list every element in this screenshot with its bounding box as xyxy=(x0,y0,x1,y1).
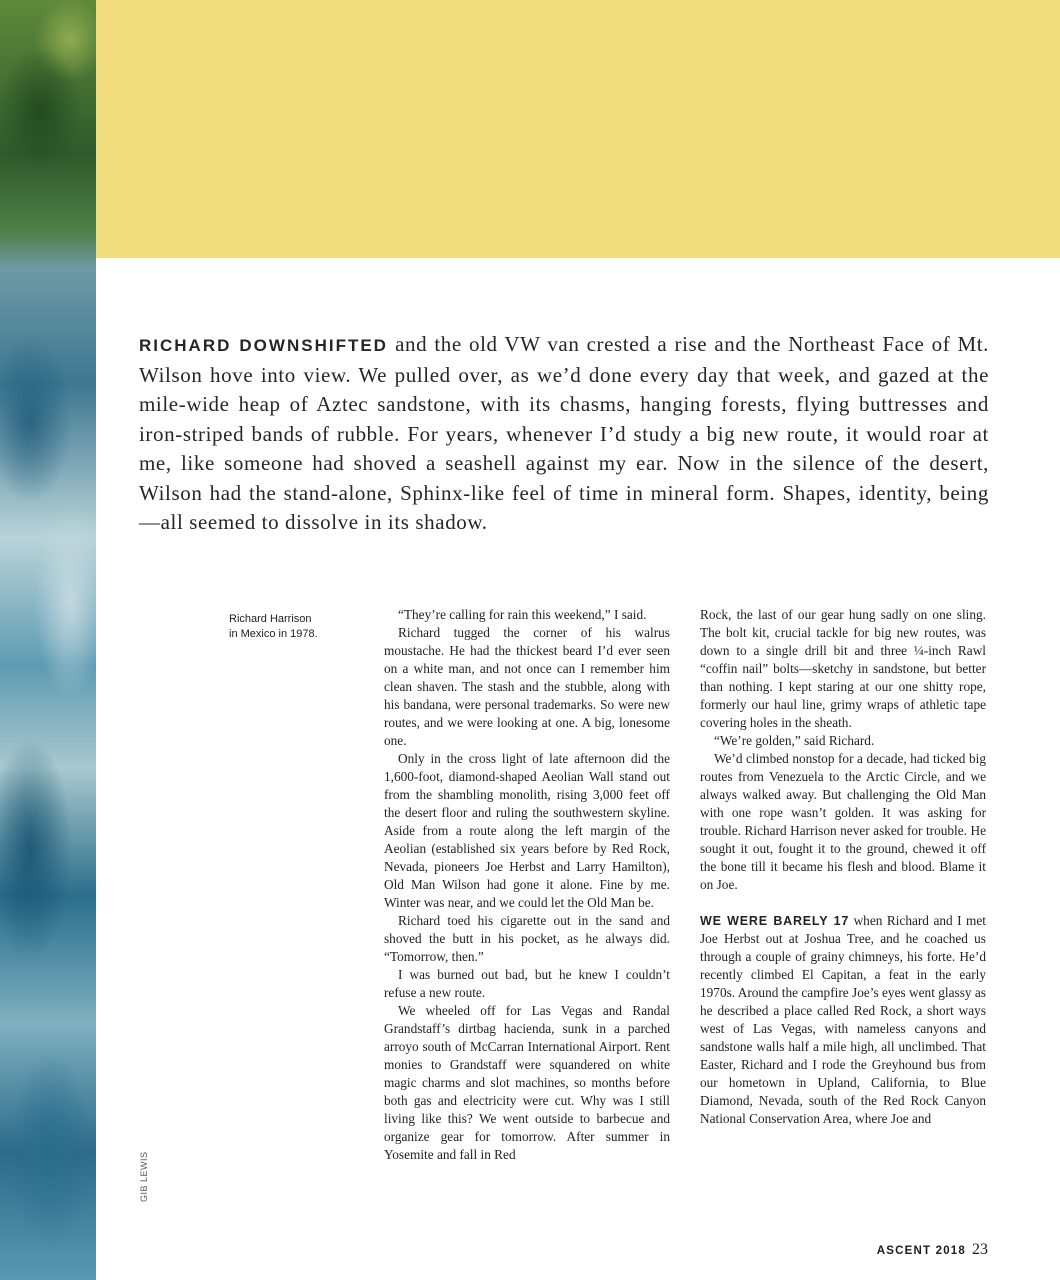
body-paragraph: We wheeled off for Las Vegas and Randal Grandstaff’s dirtbag hacienda, sunk in a parched arroyo south of McCarran International Airport. Rent monies to Grandstaff were squandered on white magic charms and slot machines, so months before both gas and electricity were cut. Why was I still living like this? We went outside to barbecue and organize gear for tomorrow. After summer in Yosemite and fall in Red xyxy=(384,1003,670,1162)
page-number: 23 xyxy=(972,1241,988,1258)
lead-paragraph xyxy=(139,330,989,538)
body-paragraph: Richard tugged the corner of his walrus moustache. He had the thickest beard I’d ever seen on a white man, and not once can I remember him clean shaven. The stash and the stubble, along with his bandana, were personal trademarks. So were new routes, and we were looking at one. A big, lonesome one. xyxy=(384,625,670,748)
body-paragraph: “They’re calling for rain this weekend,” I said. xyxy=(398,607,647,622)
body-paragraph: Rock, the last of our gear hung sadly on one sling. The bolt kit, crucial tackle for big new routes, was down to a single drill bit and three ¼-inch Rawl “coffin nail” bolts—sketchy in sandstone, but better than nothing. I kept staring at our one shitty rope, formerly our haul line, grimy wraps of athletic tape covering holes in the sheath. xyxy=(700,607,986,730)
folio xyxy=(877,1239,988,1259)
section-text: when Richard and I met Joe Herbst out at Joshua Tree, and he coached us through a couple of grainy chimneys, his forte. He’d recently climbed El Capitan, a feat in the early 1970s. Around the campfire Joe’s eyes went glassy as he described a place called Red Rock, a short ways west of Las Vegas, with nameless canyons and sandstone walls half a mile high, all unclimbed. That Easter, Richard and I rode the Greyhound bus from our hometown in Upland, California, to Blue Diamond, Nevada, south of the Red Rock Canyon National Conservation Area, where Joe and xyxy=(700,913,986,1126)
body-paragraph: I was burned out bad, but he knew I couldn’t refuse a new route. xyxy=(384,967,670,1000)
body-column-2 xyxy=(700,606,986,1128)
magazine-name: ASCENT 2018 xyxy=(876,1245,966,1257)
caption-line-1: Richard Harrison xyxy=(229,613,312,625)
body-paragraph: “We’re golden,” said Richard. xyxy=(714,733,875,748)
lead-text: and the old VW van crested a rise and the Northeast Face of Mt. Wilson hove into view. We pulled over, as we’d done every day that week, and gazed at the mile-wide heap of Aztec sandstone, with its chasms, hanging forests, flying buttresses and iron-striped bands of rubble. For years, whenever I’d study a big new route, it would roar at me, like someone had shoved a seashell against my ear. Now in the silence of the desert, Wilson had the stand-alone, Sphinx-like feel of time in mineral form. Shapes, identity, being—all seemed to dissolve in its shadow. xyxy=(139,332,989,534)
yellow-banner xyxy=(96,0,1060,258)
body-paragraph: Only in the cross light of late afternoon did the 1,600-foot, diamond-shaped Aeolian Wall stand out from the shambling monolith, rising 3,000 feet off the desert floor and ruling the southwestern skyline. Aside from a route along the left margin of the Aeolian (established six years before by Red Rock, Nevada, pioneers Joe Herbst and Larry Hamilton), Old Man Wilson had gone it alone. Fine by me. Winter was near, and we could let the Old Man be. xyxy=(384,751,670,910)
body-paragraph: Richard toed his cigarette out in the sand and shoved the butt in his pocket, as he always did. “Tomorrow, then.” xyxy=(384,913,670,964)
body-column-1 xyxy=(384,606,670,1164)
body-paragraph: We’d climbed nonstop for a decade, had ticked big routes from Venezuela to the Arctic Circle, and we always walked away. But challenging the Old Man with one rope wasn’t golden. It was asking for trouble. Richard Harrison never asked for trouble. He sought it out, fought it to the ground, chewed it off the bone till it became his flesh and blood. Blame it on Joe. xyxy=(700,751,986,892)
section-lead-in: WE WERE BARELY 17 xyxy=(700,914,850,928)
photo-strip xyxy=(0,0,96,1280)
photo-credit: GIB LEWIS xyxy=(139,1151,149,1202)
lead-in: RICHARD DOWNSHIFTED xyxy=(139,336,388,355)
section-paragraph xyxy=(700,912,986,1128)
photo-caption xyxy=(229,612,359,642)
caption-line-2: in Mexico in 1978. xyxy=(229,628,318,640)
